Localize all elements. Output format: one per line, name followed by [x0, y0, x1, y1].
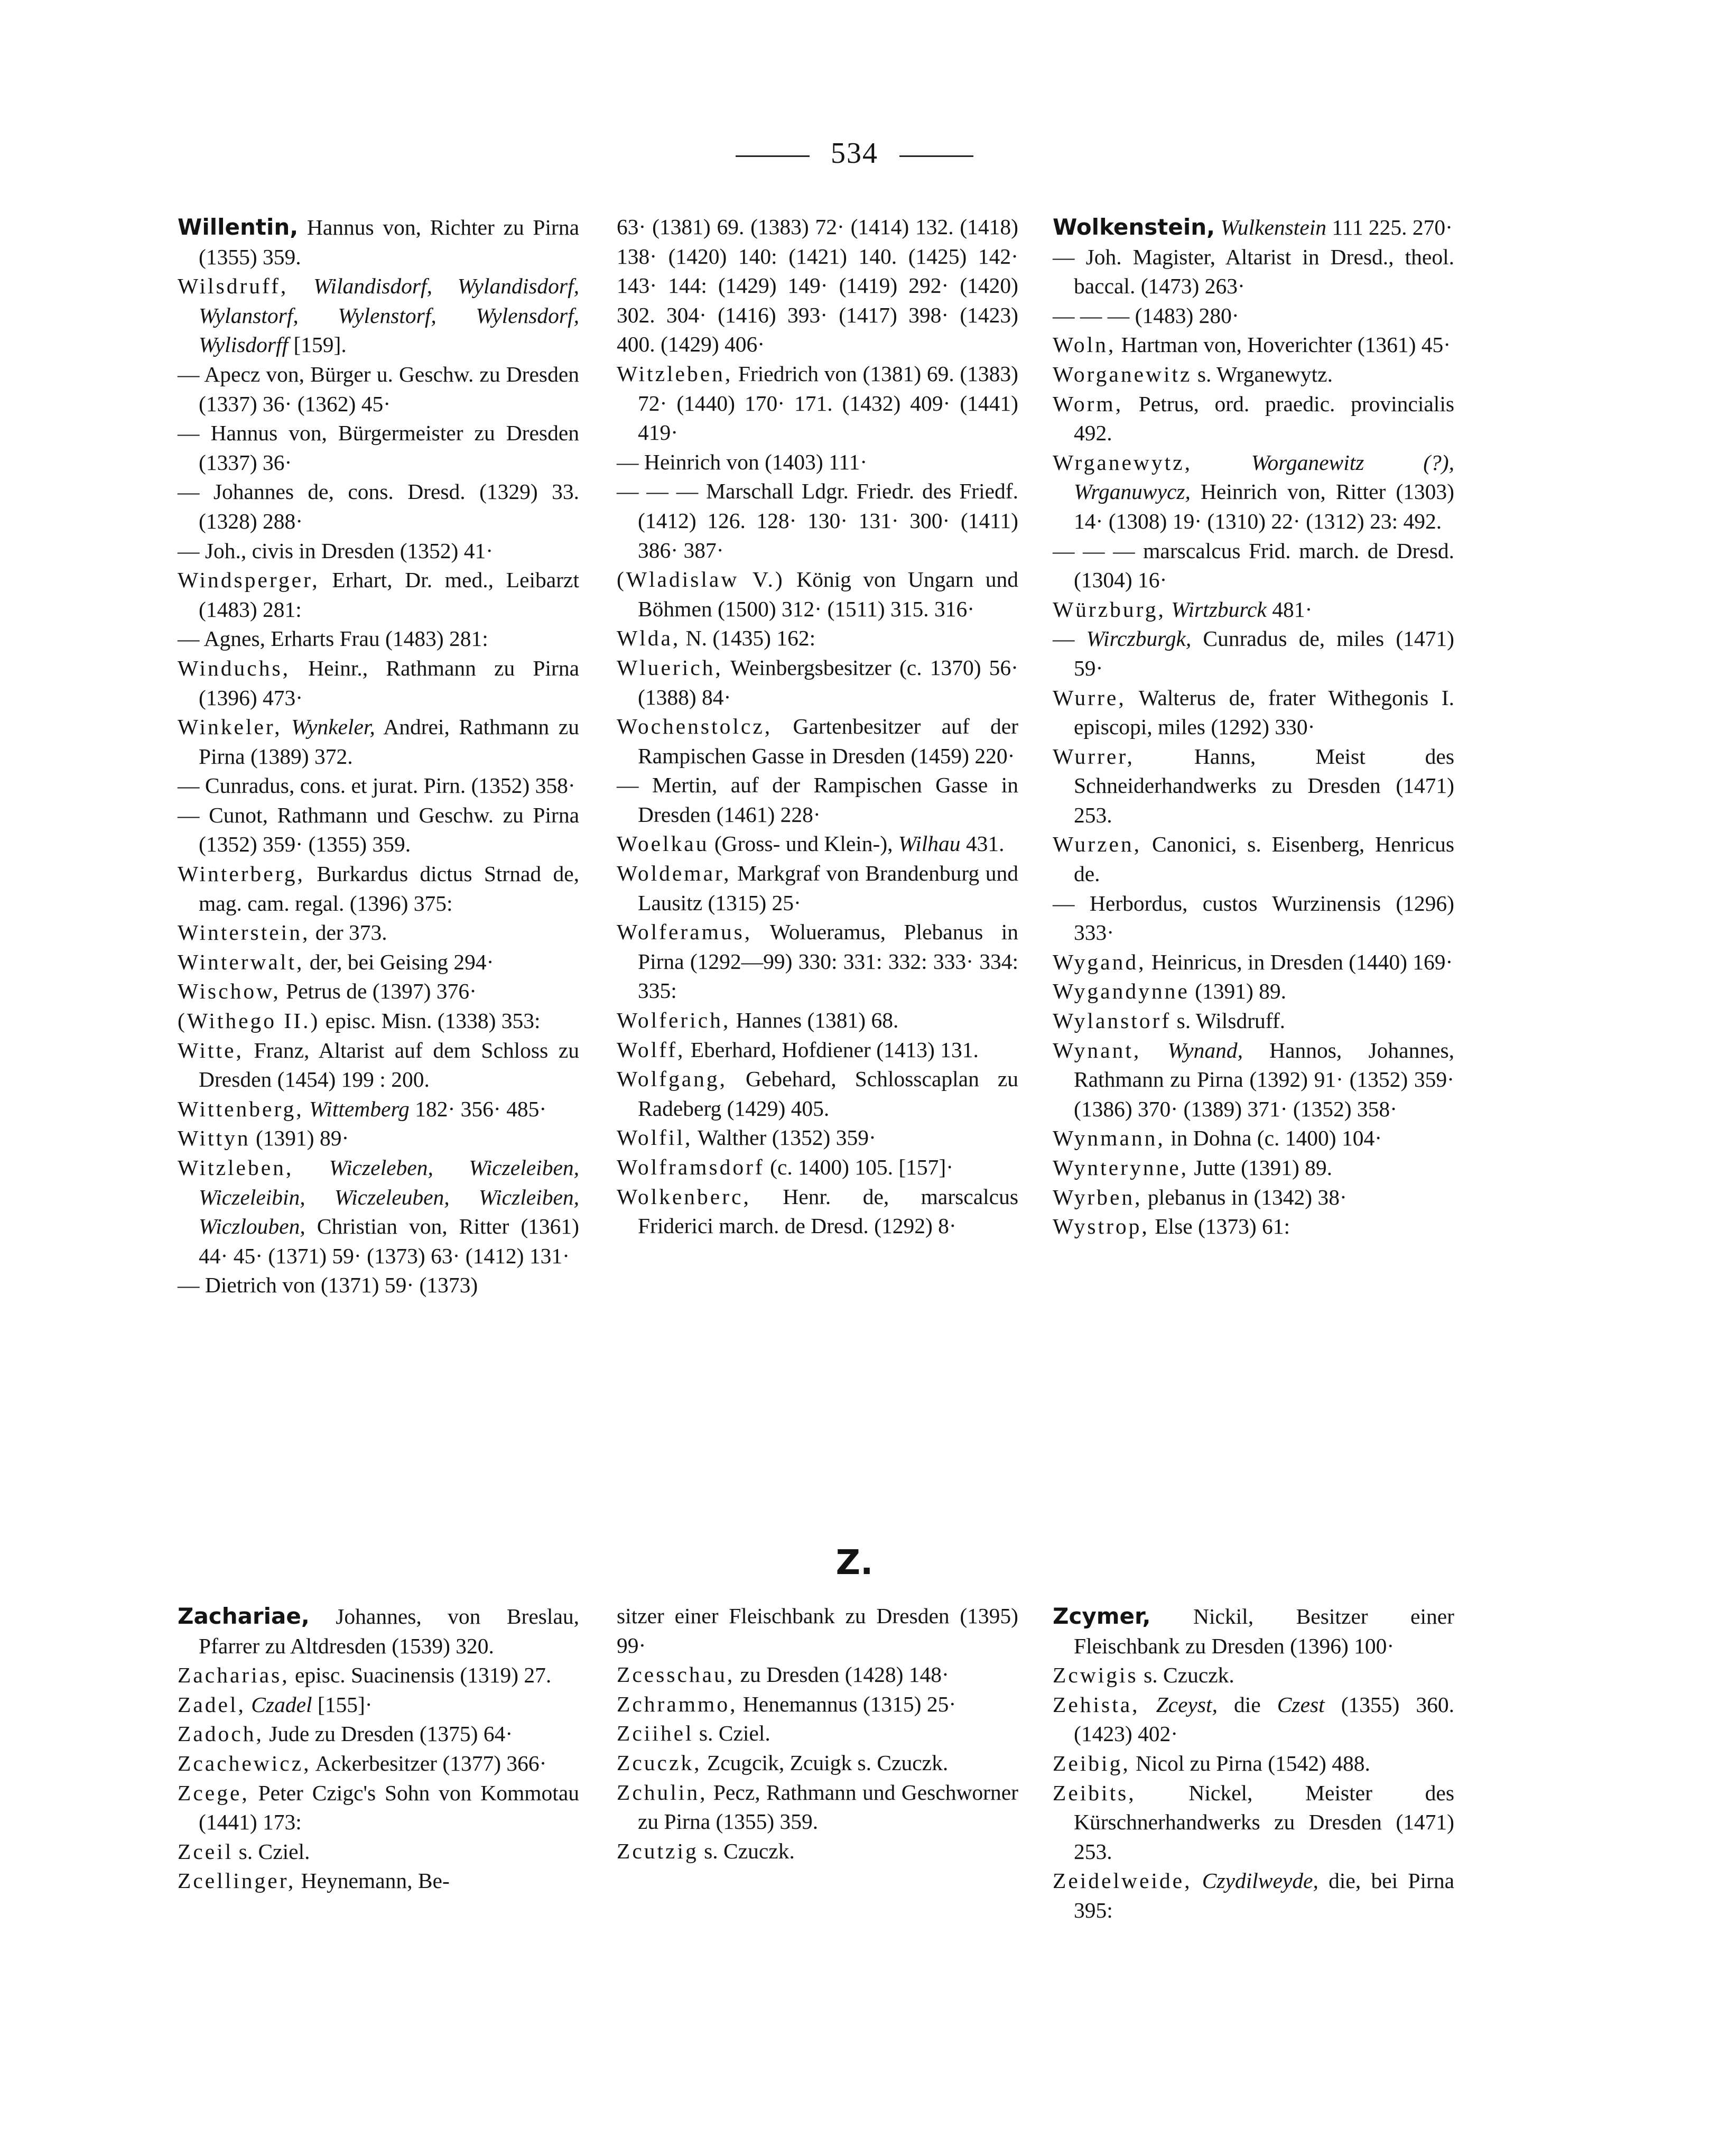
entry-text: s. Czuczk.	[698, 1838, 795, 1863]
index-entry	[178, 212, 579, 272]
index-entry	[1053, 977, 1454, 1006]
entry-text: Hannes (1381) 68.	[730, 1008, 899, 1033]
index-entry	[617, 653, 1018, 712]
index-entry	[617, 1006, 1018, 1035]
index-entry	[178, 536, 579, 566]
entry-text: Heinricus, in Dresden (1440) 169·	[1146, 949, 1453, 974]
index-entry	[178, 859, 579, 918]
index-entry	[178, 1779, 579, 1837]
entry-text: Hannos, Johannes, Rathmann zu Pirna (1392) 91· (1352) 359· (1386) 370· (1389) 371· (1352) 358·	[1074, 1038, 1454, 1121]
entry-text: s. Cziel.	[233, 1839, 310, 1864]
entry-text: zu Dresden (1428) 148·	[735, 1662, 949, 1687]
entry-text: Wolueramus, Plebanus in Pirna (1292—99) 330: 331: 332: 333· 334: 335:	[638, 920, 1018, 1003]
index-entry	[178, 1749, 579, 1779]
entry-text: s. Cziel.	[693, 1721, 770, 1746]
entry-text: 431.	[960, 831, 1005, 856]
entry-headword: Wolferamus,	[617, 920, 753, 945]
index-entry	[178, 918, 579, 948]
entry-headword: Winduchs,	[178, 655, 290, 680]
entry-text: Hannus von, Richter zu Pirna (1355) 359.	[199, 215, 579, 269]
entry-text: — Joh. Magister, Altarist in Dresd., theol. baccal. (1473) 263·	[1053, 244, 1454, 299]
entry-headword: Zeibits,	[1053, 1780, 1136, 1805]
entry-text: — Apecz von, Bürger u. Geschw. zu Dresden (1337) 36· (1362) 45·	[178, 362, 579, 416]
index-entry	[617, 477, 1018, 565]
entry-text: (1391) 89.	[1189, 979, 1287, 1004]
index-entry	[617, 859, 1018, 918]
entry-text: 481·	[1266, 597, 1313, 622]
index-entry	[1053, 212, 1454, 243]
index-entry	[617, 1123, 1018, 1153]
entry-text: Nickil, Besitzer einer Fleischbank zu Dresden (1396) 100·	[1074, 1604, 1454, 1658]
index-entry	[178, 566, 579, 624]
entry-headword: Worm,	[1053, 391, 1123, 416]
index-entry	[1053, 243, 1454, 301]
entry-text: Canonici, s. Eisenberg, Henricus de.	[1074, 832, 1454, 886]
entry-headword: Woln,	[1053, 332, 1116, 357]
entry-variant: Wittemberg	[303, 1096, 410, 1121]
index-entry	[1053, 1124, 1454, 1153]
entry-text: episc. Misn. (1338) 353:	[320, 1008, 541, 1033]
entry-text: — — — (1483) 280·	[1053, 303, 1239, 328]
entry-text: (c. 1400) 105. [157]·	[764, 1155, 954, 1179]
entry-text: (1355) 360. (1423) 402·	[1074, 1692, 1454, 1746]
entry-headword: Winterwalt,	[178, 949, 304, 974]
entry-variant: Wirczburgk,	[1074, 626, 1192, 651]
index-entry	[617, 918, 1018, 1006]
index-entry	[178, 801, 579, 859]
index-column-1	[178, 212, 579, 1300]
entry-text: Markgraf von Brandenburg und Lausitz (1315) 25·	[638, 861, 1018, 915]
entry-variant: Wulkenstein	[1215, 215, 1326, 239]
left-rule	[736, 155, 810, 157]
index-entry	[1053, 1036, 1454, 1124]
entry-headword: Wurzen,	[1053, 832, 1142, 857]
index-entry	[617, 1182, 1018, 1241]
entry-text: Gebehard, Schlosscaplan zu Radeberg (1429) 405.	[638, 1067, 1018, 1121]
index-column-z2	[617, 1602, 1018, 1866]
entry-text: s. Czuczk.	[1138, 1663, 1234, 1688]
entry-headword: Wluerich,	[617, 655, 723, 680]
entry-text: Johannes, von Breslau, Pfarrer zu Altdresden (1539) 320.	[199, 1604, 579, 1658]
entry-headword: Wolferich,	[617, 1008, 731, 1033]
entry-headword: Zcachewicz,	[178, 1751, 311, 1775]
entry-headword: Zehista,	[1053, 1692, 1140, 1717]
index-entry	[617, 624, 1018, 653]
entry-variant: Wilhau	[893, 831, 961, 856]
entry-text: Eberhard, Hofdiener (1413) 131.	[685, 1037, 979, 1062]
entry-headword: Witzleben,	[178, 1155, 294, 1180]
entry-text: die	[1217, 1692, 1261, 1717]
index-entry	[1053, 1690, 1454, 1749]
entry-headword: Wystrop,	[1053, 1214, 1149, 1239]
index-entry	[617, 448, 1018, 477]
entry-text: Jutte (1391) 89.	[1188, 1155, 1333, 1180]
entry-variant: Czest	[1260, 1692, 1325, 1717]
entry-text: Franz, Altarist auf dem Schloss zu Dresden (1454) 199 : 200.	[199, 1038, 579, 1092]
index-entry	[178, 272, 579, 360]
entry-headword: Zcellinger,	[178, 1868, 296, 1893]
entry-variant: Wiczeleben, Wiczeleiben, Wiczeleibin, Wiczeleuben, Wiczleiben, Wiczlouben,	[199, 1155, 579, 1239]
index-entry	[617, 829, 1018, 859]
index-entry	[1053, 1661, 1454, 1690]
entry-headword: Zcutzig	[617, 1838, 699, 1863]
entry-headword: Wlda,	[617, 626, 681, 651]
entry-headword: Wolfgang,	[617, 1067, 727, 1091]
index-entry	[617, 771, 1018, 829]
entry-text: Jude zu Dresden (1375) 64·	[263, 1722, 513, 1746]
entry-text: Zcugcik, Zcuigk s. Czuczk.	[701, 1750, 949, 1775]
entry-text: Weinbergsbesitzer (c. 1370) 56· (1388) 84·	[638, 655, 1018, 709]
entry-text: N. (1435) 162:	[680, 626, 816, 651]
entry-headword: Wittyn	[178, 1126, 250, 1151]
index-entry	[1053, 1779, 1454, 1867]
entry-text: Else (1373) 61:	[1149, 1214, 1290, 1239]
entry-text: Gartenbesitzer auf der Rampischen Gasse in Dresden (1459) 220·	[638, 714, 1018, 768]
entry-text: Henr. de, marscalcus Friderici march. de Dresd. (1292) 8·	[638, 1184, 1018, 1238]
index-entry	[178, 624, 579, 654]
index-entry	[178, 1095, 579, 1124]
entry-text: Walterus de, frater Withegonis I. episcopi, miles (1292) 330·	[1074, 685, 1454, 739]
entry-variant: Wilandisdorf, Wylandisdorf, Wylanstorf, Wylenstorf, Wylensdorf, Wylisdorff	[199, 274, 579, 357]
entry-headword: Wischow,	[178, 979, 281, 1004]
entry-headword: Wolframsdorf	[617, 1155, 765, 1179]
entry-text: Hartman von, Hoverichter (1361) 45·	[1116, 332, 1451, 357]
entry-text: — Cunradus, cons. et jurat. Pirn. (1352) 358·	[178, 773, 575, 798]
entry-headword: Wyrben,	[1053, 1185, 1143, 1209]
index-entry	[1053, 595, 1454, 625]
index-entry	[178, 1124, 579, 1153]
entry-text: 182· 356· 485·	[409, 1096, 547, 1121]
entry-text: — — — marscalcus Frid. march. de Dresd. (1304) 16·	[1053, 538, 1454, 593]
entry-text: plebanus in (1342) 38·	[1142, 1185, 1347, 1209]
index-entry	[178, 1719, 579, 1749]
index-entry	[1053, 948, 1454, 977]
index-entry	[1053, 1212, 1454, 1242]
index-entry	[1053, 448, 1454, 536]
index-entry	[617, 1778, 1018, 1837]
entry-text: Ackerbesitzer (1377) 366·	[311, 1751, 547, 1775]
entry-headword: (Wladislaw V.)	[617, 567, 785, 592]
entry-text: Friedrich von (1381) 69. (1383) 72· (1440) 170· 171. (1432) 409· (1441) 419·	[638, 361, 1018, 445]
entry-text: der, bei Geising 294·	[304, 949, 494, 974]
entry-text: Petrus, ord. praedic. provincialis 492.	[1074, 391, 1454, 446]
index-entry	[617, 212, 1018, 359]
index-entry	[178, 1837, 579, 1867]
entry-text: episc. Suacinensis (1319) 27.	[289, 1663, 552, 1688]
entry-text: die, bei Pirna 395:	[1074, 1868, 1455, 1922]
entry-headword: Woldemar,	[617, 861, 731, 886]
entry-variant: Wynkeler,	[282, 715, 375, 739]
entry-headword: Wochenstolcz,	[617, 714, 773, 739]
index-entry	[1053, 1183, 1454, 1213]
index-entry	[178, 713, 579, 771]
entry-text: — Agnes, Erharts Frau (1483) 281:	[178, 626, 488, 651]
index-entry	[617, 1660, 1018, 1690]
entry-headword: Wynant,	[1053, 1038, 1141, 1062]
index-entry	[617, 1602, 1018, 1660]
index-entry	[178, 1271, 579, 1300]
index-entry	[617, 1719, 1018, 1748]
page-number	[0, 136, 1709, 170]
index-entry	[1053, 360, 1454, 390]
index-entry	[178, 477, 579, 536]
index-entry	[1053, 1866, 1454, 1925]
entry-text: (1391) 89·	[250, 1126, 349, 1151]
entry-headword: Wynterynne,	[1053, 1155, 1188, 1180]
index-column-3	[1053, 212, 1454, 1242]
entry-headword: Wurre,	[1053, 685, 1126, 710]
entry-headword: Witzleben,	[617, 361, 733, 386]
entry-headword: Wilsdruff,	[178, 274, 289, 299]
entry-text: — Hannus von, Bürgermeister zu Dresden (1337) 36·	[178, 421, 579, 475]
index-entry	[1053, 536, 1454, 595]
index-entry	[617, 1065, 1018, 1123]
index-entry	[1053, 889, 1454, 948]
entry-headword: Worganewitz	[1053, 362, 1192, 386]
index-entry	[178, 977, 579, 1006]
entry-headword: Woelkau	[617, 831, 709, 856]
entry-headword: Winkeler,	[178, 715, 282, 739]
entry-headword: Wygand,	[1053, 949, 1146, 974]
section-letter: Z.	[835, 1543, 874, 1583]
entry-text: — — — Marschall Ldgr. Friedr. des Friedf. (1412) 126. 128· 130· 131· 300· (1411) 386· 387·	[617, 479, 1018, 562]
entry-text: Heinrich von, Ritter (1303) 14· (1308) 19· (1310) 22· (1312) 23: 492.	[1074, 479, 1454, 533]
index-entry	[617, 1837, 1018, 1866]
entry-headword: Zcege,	[178, 1780, 249, 1805]
entry-text: — Herbordus, custos Wurzinensis (1296) 333·	[1053, 891, 1454, 945]
entry-headword: Witte,	[178, 1038, 244, 1062]
entry-headword: Zadel,	[178, 1692, 246, 1717]
index-entry	[1053, 1749, 1454, 1779]
entry-headword: Wynmann,	[1053, 1126, 1165, 1151]
index-entry	[178, 771, 579, 801]
index-column-z1	[178, 1602, 579, 1896]
entry-variant: Wirtzburck	[1165, 597, 1267, 622]
entry-variant: Wynand,	[1141, 1038, 1243, 1062]
entry-headword: Zchulin,	[617, 1780, 708, 1805]
index-entry	[178, 1006, 579, 1036]
entry-text: Petrus de (1397) 376·	[280, 979, 477, 1004]
index-entry	[178, 1153, 579, 1271]
entry-headword: Zciihel	[617, 1721, 694, 1746]
entry-text: Nickel, Meister des Kürschnerhandwerks zu Dresden (1471) 253.	[1074, 1780, 1454, 1864]
page-number-text: 534	[831, 137, 878, 170]
entry-headword: Winterberg,	[178, 862, 305, 886]
entry-variant: Worganewitz (?), Wrganuwycz,	[1074, 450, 1454, 504]
index-entry	[617, 1153, 1018, 1182]
entry-text: Walther (1352) 359·	[692, 1125, 876, 1150]
entry-headword: Winterstein,	[178, 920, 310, 945]
entry-text: Henemannus (1315) 25·	[737, 1691, 956, 1716]
entry-headword: (Withego II.)	[178, 1008, 320, 1033]
entry-headword: Zeibig,	[1053, 1751, 1130, 1775]
entry-text: Andrei, Rathmann zu Pirna (1389) 372.	[199, 715, 579, 769]
entry-variant: Czydilweyde,	[1192, 1868, 1318, 1893]
entry-variant: Czadel	[245, 1692, 312, 1717]
entry-text: — Mertin, auf der Rampischen Gasse in Dresden (1461) 228·	[617, 773, 1018, 827]
entry-headword: Zcesschau,	[617, 1662, 735, 1687]
index-entry	[1053, 330, 1454, 360]
index-entry	[178, 1690, 579, 1720]
index-entry	[178, 1602, 579, 1661]
entry-text: [159].	[288, 332, 347, 357]
index-column-2	[617, 212, 1018, 1241]
entry-text: König von Ungarn und Böhmen (1500) 312· (1511) 315. 316·	[638, 567, 1018, 621]
index-entry	[178, 948, 579, 977]
entry-text: Heynemann, Be-	[295, 1868, 450, 1893]
index-entry	[178, 419, 579, 477]
index-entry	[178, 1661, 579, 1690]
entry-text: Pecz, Rathmann und Geschworner zu Pirna (1355) 359.	[638, 1780, 1018, 1834]
entry-text: — Johannes de, cons. Dresd. (1329) 33. (1328) 288·	[178, 479, 579, 533]
entry-text: (Gross- und Klein-),	[709, 831, 893, 856]
index-entry	[617, 1035, 1018, 1065]
entry-headword: Zeidelweide,	[1053, 1868, 1192, 1893]
entry-text: [155]·	[312, 1692, 373, 1717]
entry-text: Christian von, Ritter (1361) 44· 45· (1371) 59· (1373) 63· (1412) 131·	[199, 1214, 579, 1268]
entry-headword: Zcuczk,	[617, 1750, 702, 1775]
index-entry	[1053, 742, 1454, 830]
entry-headword: Wurrer,	[1053, 744, 1135, 769]
entry-text: s. Wilsdruff.	[1171, 1008, 1286, 1033]
entry-headword: Zachariae,	[178, 1603, 310, 1629]
entry-headword: Wolkenberc,	[617, 1184, 751, 1209]
index-entry	[617, 1690, 1018, 1719]
entry-text: —	[1053, 626, 1075, 651]
index-entry	[178, 1866, 579, 1896]
entry-headword: Willentin,	[178, 214, 299, 240]
entry-headword: Zceil	[178, 1839, 234, 1864]
entry-headword: Zacharias,	[178, 1663, 290, 1688]
entry-text: s. Wrganewytz.	[1192, 362, 1333, 386]
entry-text: Peter Czigc's Sohn von Kommotau (1441) 173:	[199, 1780, 579, 1835]
entry-text: — Cunot, Rathmann und Geschw. zu Pirna (1352) 359· (1355) 359.	[178, 802, 579, 857]
entry-headword: Wylanstorf	[1053, 1008, 1172, 1033]
entry-headword: Wrganewytz,	[1053, 450, 1192, 475]
entry-headword: Wolfil,	[617, 1125, 693, 1150]
entry-headword: Würzburg,	[1053, 597, 1166, 622]
entry-headword: Zcymer,	[1053, 1603, 1151, 1629]
entry-text: Hanns, Meist des Schneiderhandwerks zu Dresden (1471) 253.	[1074, 744, 1454, 827]
entry-text: Erhart, Dr. med., Leibarzt (1483) 281:	[199, 568, 579, 622]
entry-headword: Wolkenstein,	[1053, 214, 1215, 240]
entry-text: Nicol zu Pirna (1542) 488.	[1130, 1751, 1370, 1775]
index-entry	[1053, 624, 1454, 683]
entry-headword: Wolff,	[617, 1037, 685, 1062]
index-entry	[178, 360, 579, 419]
index-entry	[617, 1748, 1018, 1778]
entry-headword: Wittenberg,	[178, 1096, 304, 1121]
index-column-z3	[1053, 1602, 1454, 1926]
index-entry	[1053, 830, 1454, 889]
entry-text: der 373.	[310, 920, 387, 945]
index-entry	[617, 712, 1018, 771]
entry-text: — Dietrich von (1371) 59· (1373)	[178, 1273, 478, 1298]
entry-text: sitzer einer Fleischbank zu Dresden (1395) 99·	[617, 1604, 1018, 1658]
index-entry	[617, 565, 1018, 624]
index-entry	[1053, 1153, 1454, 1183]
entry-text: Cunradus de, miles (1471) 59·	[1074, 626, 1454, 680]
index-entry	[1053, 301, 1454, 331]
entry-text: 111 225. 270·	[1326, 215, 1453, 239]
entry-headword: Zcwigis	[1053, 1663, 1138, 1688]
entry-text: — Joh., civis in Dresden (1352) 41·	[178, 538, 494, 563]
right-rule	[899, 155, 973, 157]
entry-text: in Dohna (c. 1400) 104·	[1165, 1126, 1382, 1151]
entry-headword: Zadoch,	[178, 1722, 264, 1746]
index-entry	[617, 359, 1018, 448]
index-entry	[1053, 1006, 1454, 1036]
entry-text: Burkardus dictus Strnad de, mag. cam. regal. (1396) 375:	[199, 862, 579, 915]
index-entry	[178, 654, 579, 713]
entry-text: — Heinrich von (1403) 111·	[617, 449, 868, 474]
entry-headword: Zchrammo,	[617, 1691, 738, 1716]
entry-text: 63· (1381) 69. (1383) 72· (1414) 132. (1418) 138· (1420) 140: (1421) 140. (1425) 142· 143· 144: (1429) 149· (1419) 292· (1420) 302. 304· (1416) 393· (1417) 398· (1423) 400. (1429) 406·	[617, 215, 1018, 357]
entry-text: Heinr., Rathmann zu Pirna (1396) 473·	[199, 655, 579, 710]
index-entry	[1053, 390, 1454, 448]
index-entry	[178, 1036, 579, 1095]
entry-variant: Zceyst,	[1139, 1692, 1218, 1717]
entry-headword: Wygandynne	[1053, 979, 1190, 1004]
entry-headword: Windsperger,	[178, 568, 320, 593]
index-entry	[1053, 683, 1454, 742]
index-entry	[1053, 1602, 1454, 1661]
